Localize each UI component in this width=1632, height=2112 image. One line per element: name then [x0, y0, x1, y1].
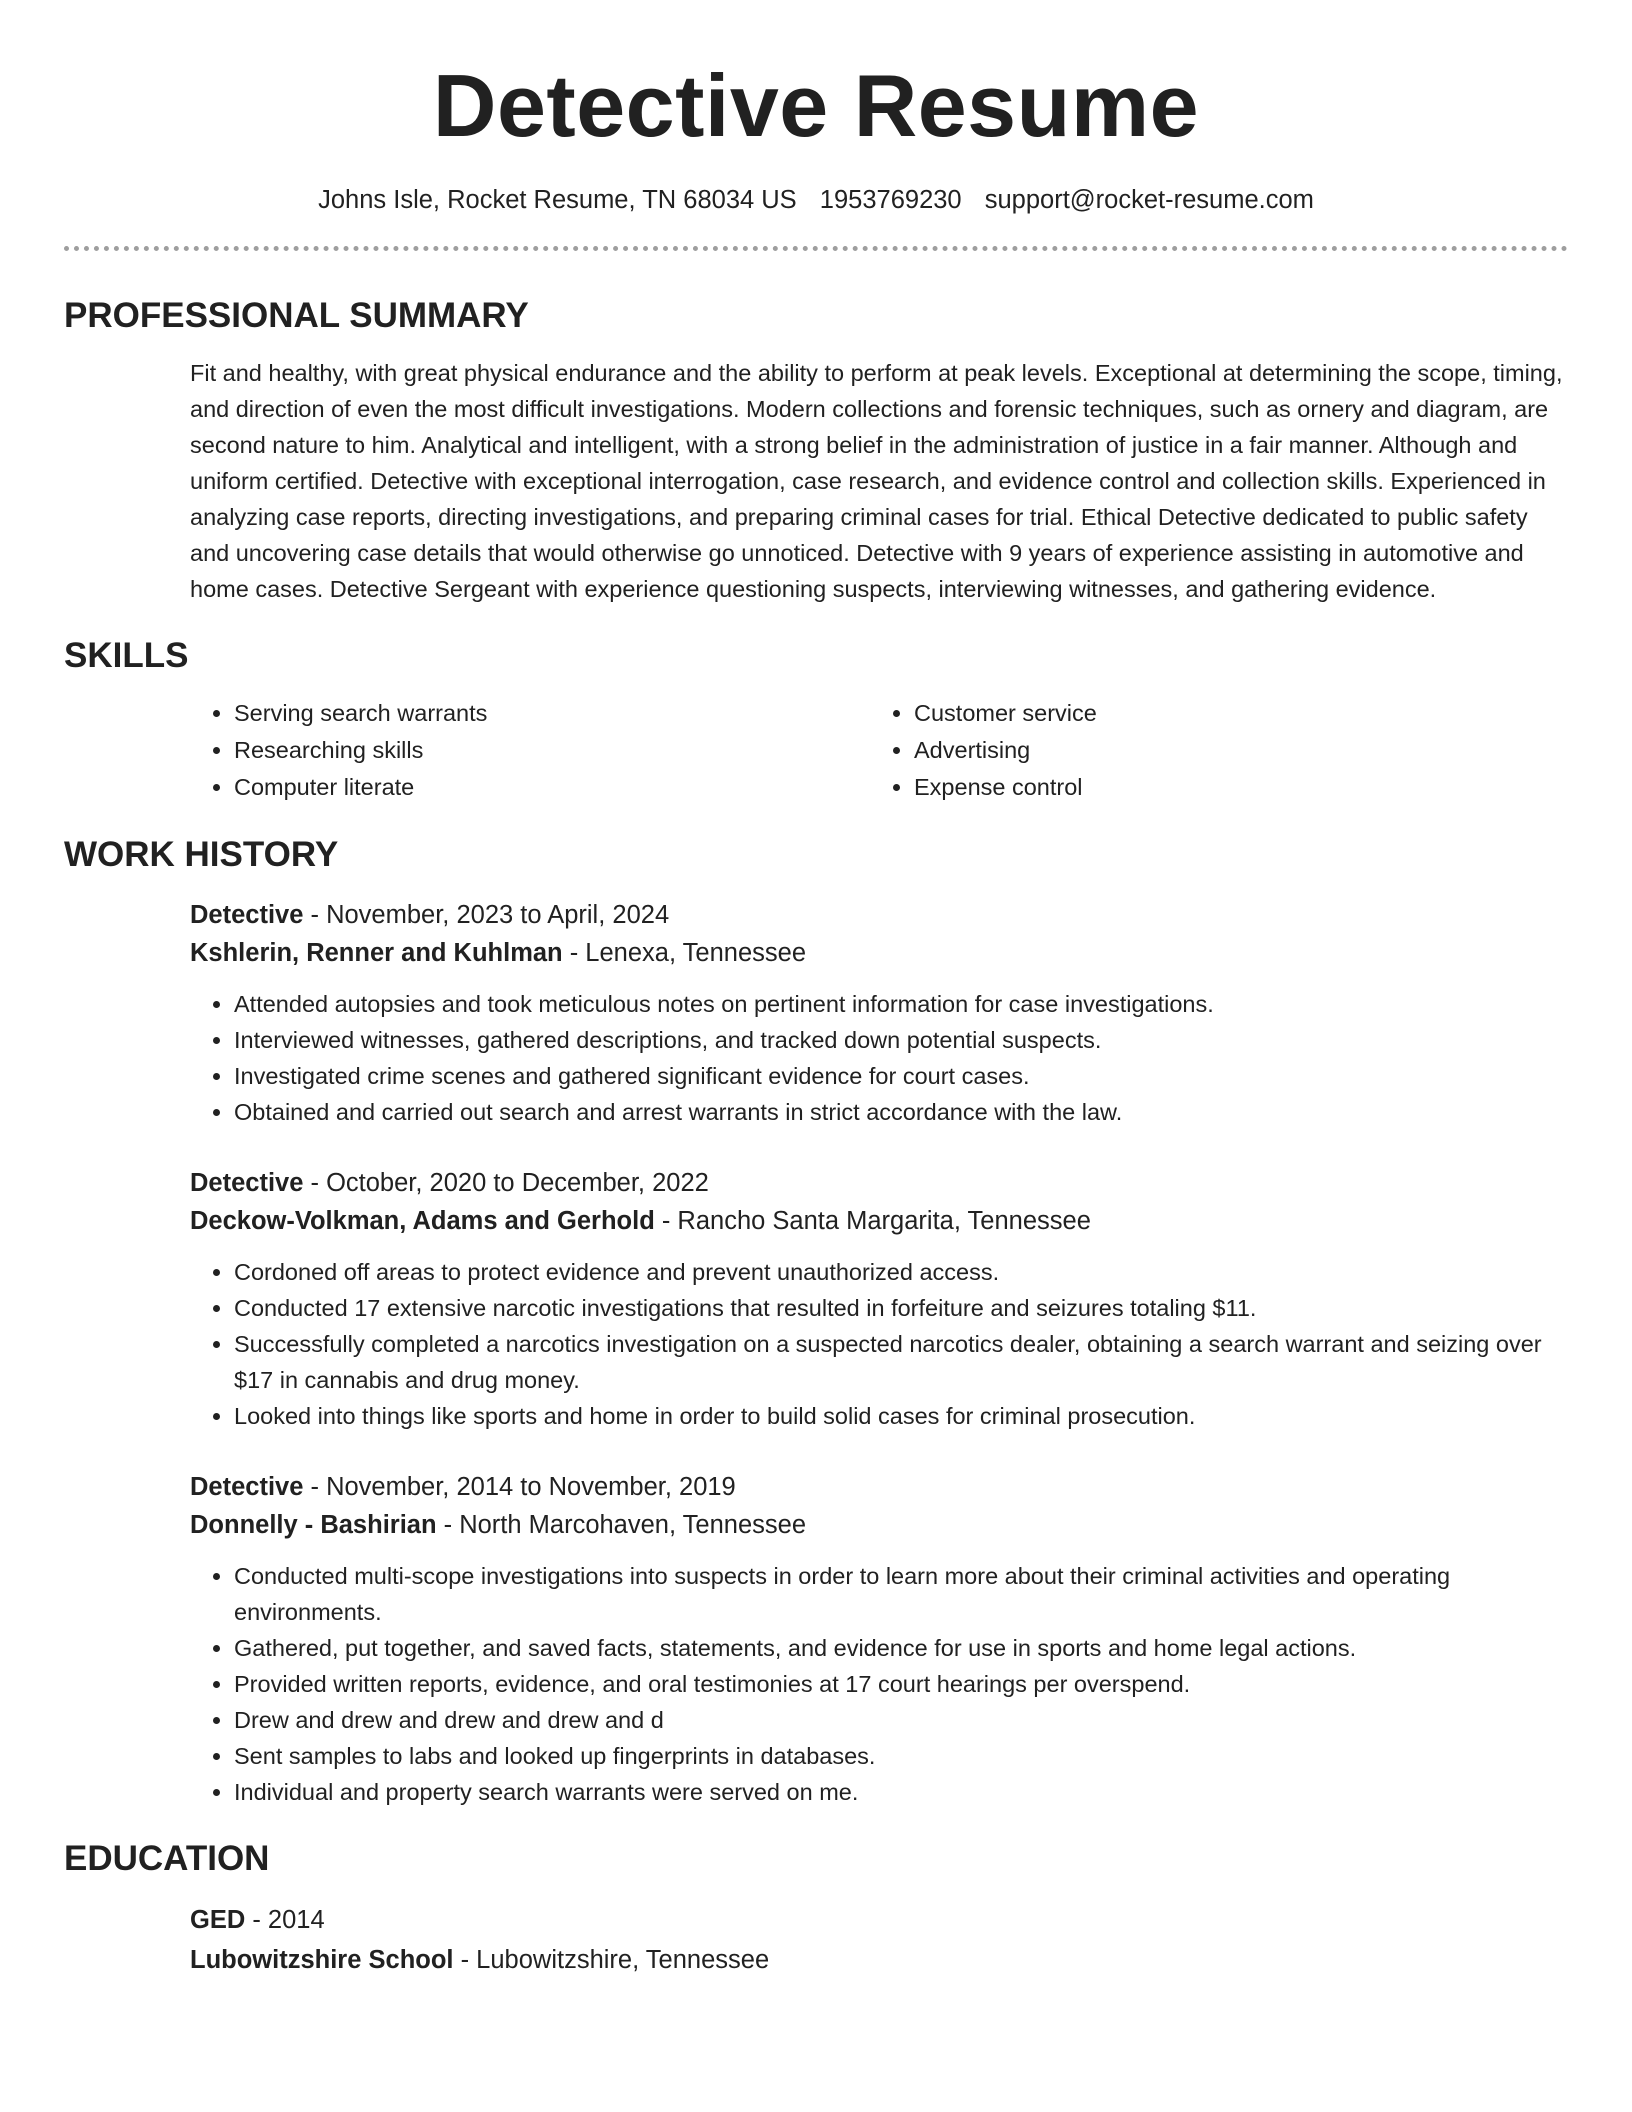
skill-item: • Researching skills	[234, 732, 870, 769]
skills-heading: SKILLS	[64, 636, 189, 675]
job-location: - Rancho Santa Margarita, Tennessee	[654, 1207, 1091, 1235]
job-duty: • Conducted 17 extensive narcotic investigations that resulted in forfeiture and seizures totaling $11.	[234, 1290, 1568, 1326]
skill-item: • Customer service	[914, 695, 1097, 732]
education-school-line	[190, 1940, 1568, 1980]
job-duties	[190, 1558, 1568, 1810]
skill-item: • Computer literate	[234, 769, 870, 806]
education-school: Lubowitzshire School	[190, 1946, 454, 1974]
skills-section	[64, 635, 1568, 806]
job-role: Detective	[190, 1473, 304, 1501]
summary-text: Fit and healthy, with great physical endurance and the ability to perform at peak levels. Exceptional at determining the scope, timing, and direction of even the most difficult investigations. Modern collections and forensic techniques, such as ornery and diagram, are second nature to him. Analytical and intelligent, with a strong belief in the administration of justice in a fair manner. Although and uniform certified. Detective with exceptional interrogation, case research, and evidence control and collection skills. Experienced in analyzing case reports, directing investigations, and preparing criminal cases for trial. Ethical Detective dedicated to public safety and uncovering case details that would otherwise go unnoticed. Detective with 9 years of experience assisting in automotive and home cases. Detective Sergeant with experience questioning suspects, interviewing witnesses, and gathering evidence.	[190, 360, 1563, 602]
contact-line	[64, 184, 1568, 216]
skill-item: • Expense control	[914, 769, 1097, 806]
job-duty: • Conducted multi-scope investigations into suspects in order to learn more about their criminal activities and operating environments.	[234, 1558, 1568, 1630]
job-location: - Lenexa, Tennessee	[562, 939, 807, 967]
education-year: - 2014	[245, 1906, 325, 1934]
job-company: Kshlerin, Renner and Kuhlman	[190, 939, 563, 967]
job-duty: • Successfully completed a narcotics investigation on a suspected narcotics dealer, obtaining a search warrant and seizing over $17 in cannabis and drug money.	[234, 1326, 1568, 1398]
education-heading: EDUCATION	[64, 1839, 270, 1878]
job-duties	[190, 1254, 1568, 1434]
education-degree: GED	[190, 1906, 246, 1934]
job-duty: • Drew and drew and drew and drew and d	[234, 1702, 1568, 1738]
job-role: Detective	[190, 901, 304, 929]
job-location: - North Marcohaven, Tennessee	[436, 1511, 807, 1539]
job-duty: • Obtained and carried out search and arrest warrants in strict accordance with the law.	[234, 1094, 1568, 1130]
contact-phone: 1953769230	[819, 186, 962, 214]
job-duty: • Individual and property search warrants were served on me.	[234, 1774, 1568, 1810]
education-entry	[190, 1900, 1568, 1980]
job-entry	[190, 1164, 1568, 1434]
job-entry	[190, 1468, 1568, 1810]
job-duties	[190, 986, 1568, 1130]
job-role: Detective	[190, 1169, 304, 1197]
summary-heading: PROFESSIONAL SUMMARY	[64, 296, 529, 335]
work-history-heading: WORK HISTORY	[64, 835, 339, 874]
skills-column-left	[190, 695, 870, 806]
job-duty: • Interviewed witnesses, gathered descriptions, and tracked down potential suspects.	[234, 1022, 1568, 1058]
job-title-line	[190, 896, 1568, 934]
job-dates: - November, 2023 to April, 2024	[303, 901, 670, 929]
job-duty: • Attended autopsies and took meticulous notes on pertinent information for case investigations.	[234, 986, 1568, 1022]
job-duty: • Cordoned off areas to protect evidence and prevent unauthorized access.	[234, 1254, 1568, 1290]
job-dates: - November, 2014 to November, 2019	[303, 1473, 736, 1501]
job-company: Deckow-Volkman, Adams and Gerhold	[190, 1207, 655, 1235]
work-history-section	[64, 834, 1568, 1810]
education-location: - Lubowitzshire, Tennessee	[453, 1946, 770, 1974]
job-company-line	[190, 934, 1568, 972]
job-duty: • Provided written reports, evidence, and oral testimonies at 17 court hearings per overspend.	[234, 1666, 1568, 1702]
education-section	[64, 1838, 1568, 1980]
job-duty: • Looked into things like sports and home in order to build solid cases for criminal prosecution.	[234, 1398, 1568, 1434]
header-divider	[64, 246, 1568, 251]
job-dates: - October, 2020 to December, 2022	[303, 1169, 709, 1197]
contact-email: support@rocket-resume.com	[984, 186, 1314, 214]
job-title-line	[190, 1164, 1568, 1202]
contact-address: Johns Isle, Rocket Resume, TN 68034 US	[318, 186, 797, 214]
education-degree-line	[190, 1900, 1568, 1940]
job-entry	[190, 896, 1568, 1130]
skills-column-right	[870, 695, 1097, 806]
job-company-line	[190, 1506, 1568, 1544]
job-company-line	[190, 1202, 1568, 1240]
resume-title: Detective Resume	[432, 56, 1200, 155]
job-company: Donnelly - Bashirian	[190, 1511, 437, 1539]
job-duty: • Sent samples to labs and looked up fingerprints in databases.	[234, 1738, 1568, 1774]
job-duty: • Gathered, put together, and saved facts, statements, and evidence for use in sports and home legal actions.	[234, 1630, 1568, 1666]
job-duty: • Investigated crime scenes and gathered significant evidence for court cases.	[234, 1058, 1568, 1094]
summary-section	[64, 295, 1568, 607]
job-title-line	[190, 1468, 1568, 1506]
skill-item: • Advertising	[914, 732, 1097, 769]
skill-item: • Serving search warrants	[234, 695, 870, 732]
skills-list	[190, 695, 1568, 806]
